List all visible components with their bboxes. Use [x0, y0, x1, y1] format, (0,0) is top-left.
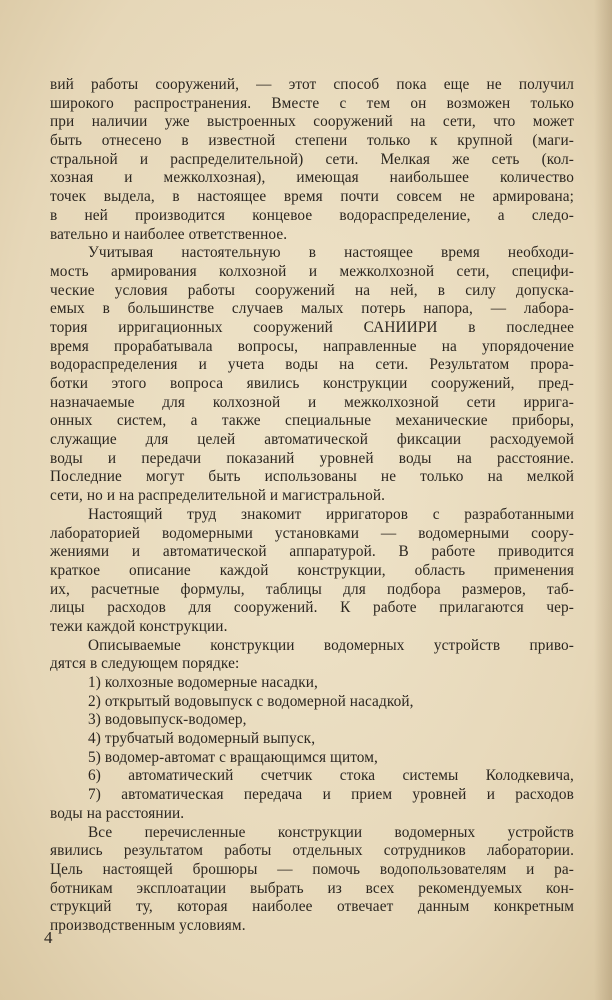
list-item: 3) водовыпуск-водомер, — [88, 711, 247, 729]
page-text — [50, 76, 574, 936]
text-line: дятся в следующем порядке: — [50, 655, 240, 673]
text-line: сети, но и на распределительной и магистральной. — [50, 487, 386, 505]
text-line: при наличии уже выстроенных сооружений на сети, что может — [50, 113, 574, 131]
text-line: струкций ту, которая наиболее отвечает данным конкретным — [50, 898, 574, 916]
list-item: 4) трубчатый водомерный выпуск, — [88, 730, 316, 748]
text-line: ческие условия работы сооружений на ней, в силу допуска- — [50, 281, 574, 299]
text-line: в ней производится концевое водораспределение, а следо- — [50, 206, 574, 224]
text-line: Все перечисленные конструкции водомерных устройств — [88, 823, 574, 841]
text-line: воды и передачи показаний уровней воды на расстояние. — [50, 449, 574, 467]
text-line: емых в большинстве случаев малых потерь напора, — лабора- — [50, 300, 574, 318]
text-line: хозная и межколхозная), имеющая наибольшее количество — [50, 169, 574, 187]
text-line: производственным условиям. — [50, 916, 246, 934]
list-item: 2) открытый водовыпуск с водомерной насадкой, — [88, 692, 414, 710]
text-line: ботникам эксплоатации выбрать из всех рекомендуемых кон- — [50, 879, 574, 897]
text-line: служащие для целей автоматической фиксации расходуемой — [50, 431, 574, 449]
text-line: лабораторией водомерными установками — водомерными соору- — [50, 524, 574, 542]
text-line: их, расчетные формулы, таблицы для подбора размеров, таб- — [50, 580, 574, 598]
text-line: широкого распространения. Вместе с тем он возможен только — [50, 94, 574, 112]
text-line: явились результатом работы отдельных сотрудников лаборатории. — [50, 842, 574, 860]
list-item: 5) водомер-автомат с вращающимся щитом, — [88, 748, 378, 766]
text-line: Описываемые конструкции водомерных устройств приво- — [88, 636, 574, 654]
text-line: вательно и наиболее ответственное. — [50, 225, 288, 243]
text-line: тежи каждой конструкции. — [50, 617, 228, 635]
text-line: ботки этого вопроса явились конструкции сооружений, пред- — [50, 375, 574, 392]
text-line: лицы расходов для сооружений. К работе прилагаются чер- — [50, 599, 574, 617]
list-item: 6) автоматический счетчик стока системы Колодкевича, — [88, 767, 574, 785]
text-line: Учитывая настоятельную в настоящее время необходи- — [88, 244, 574, 262]
text-line: онных систем, а также специальные механические приборы, — [50, 412, 574, 430]
text-line: жениями и автоматической аппаратурой. В работе приводится — [50, 543, 574, 561]
page-number: 4 — [44, 928, 53, 947]
text-line: тория ирригационных сооружений САНИИРИ в последнее — [50, 318, 574, 336]
text-line: стральной и распределительной) сети. Мелкая же сеть (кол- — [50, 150, 574, 168]
text-line: краткое описание каждой конструкции, область применения — [50, 561, 574, 579]
text-line: время прорабатывала вопросы, направленные на упорядочение — [50, 337, 574, 355]
text-line: водораспределения и учета воды на сети. Результатом прора- — [50, 356, 574, 374]
list-item: 1) колхозные водомерные насадки, — [88, 674, 318, 691]
page-edge-shadow — [594, 0, 612, 1000]
text-line: мость армирования колхозной и межколхозной сети, специфи- — [50, 262, 574, 280]
text-line: Настоящий труд знакомит ирригаторов с разработанными — [88, 505, 574, 523]
text-line: вий работы сооружений, — этот способ пока еще не получил — [50, 76, 574, 93]
text-line: Последние могут быть использованы не только на мелкой — [50, 468, 574, 486]
text-line: быть отнесено в известной степени только к крупной (маги- — [50, 132, 574, 150]
text-line: точек выдела, в настоящее время почти совсем не армирована; — [50, 188, 574, 206]
text-line: назначаемые для колхозной и межколхозной сети иррига- — [50, 393, 574, 411]
text-line: воды на расстоянии. — [50, 804, 185, 822]
text-line: Цель настоящей брошюры — помочь водопользователям и ра- — [50, 860, 574, 878]
list-item: 7) автоматическая передача и прием уровней и расходов — [88, 786, 574, 804]
